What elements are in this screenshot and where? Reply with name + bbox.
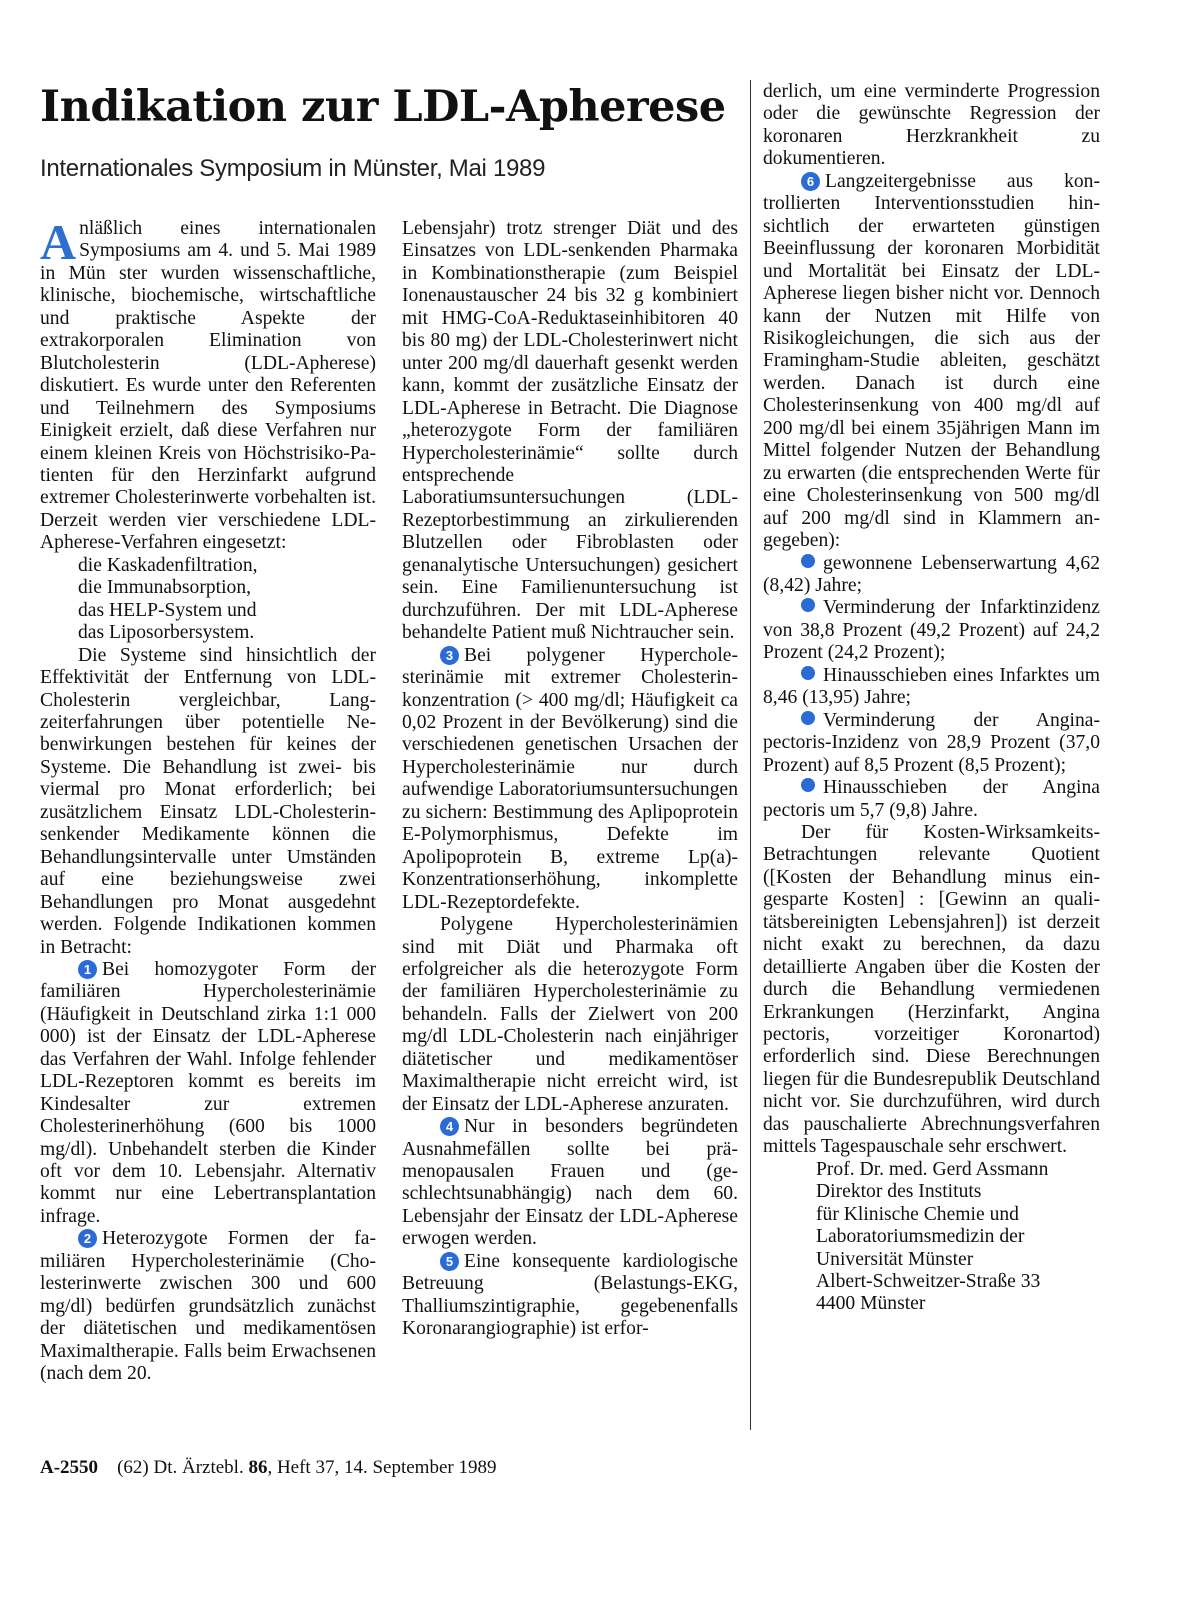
procedure-list xyxy=(40,555,376,645)
signature-line: Universität Münster xyxy=(816,1248,974,1270)
bullet-text: gewonnene Lebenserwartung 4,62 (8,42) Jahre; xyxy=(763,552,1100,596)
intro-text: nläßlich eines internationalen Symposiums am 4. und 5. Mai 1989 in Mün ster wurden wissenschaftliche, klinische, biochemische, wirtschaftliche und praktische Aspekte der extrakorporalen Elimination von Blutcholesterin (LDL-Apherese) diskutiert. Es wurde unter den Referenten und Teilnehmern des Symposiums Einigkeit erzielt, daß diese Verfahren nur einem kleinen Kreis von Höchstrisiko-Patienten für den Herzinfarkt aufgrund extremer Cholesterinwerte vorbehalten ist. Derzeit werden vier verschiedene LDL-Apherese-Verfahren eingesetzt: xyxy=(40,218,376,554)
indication-5-text: Eine konsequente kardiologische Betreuung (Belastungs-EKG, Thalliumszintigraphie, gegebenenfalls Koronarangiographie) ist erfor- xyxy=(402,1250,738,1340)
bullet-item xyxy=(763,665,1100,710)
indication-1 xyxy=(40,959,376,1228)
signature-line: Albert-Schweitzer-Straße 33 xyxy=(816,1271,1041,1293)
body-paragraph: Polygene Hypercholesterinämien sind mit Diät und Pharmaka oft erfolgreicher als die heterozygote Form der familiären Hypercholesterinämie zu behandeln. Falls der Zielwert von 200 mg/dl LDL-Cholesterin nach einjähriger diätetischer und medikamentöser Maximaltherapie nicht erreicht wird, ist der Einsatz der LDL-Apherese anzuraten. xyxy=(402,914,738,1115)
page-number: A-2550 xyxy=(40,1457,99,1478)
bullet-text: Hinausschieben eines Infarktes um 8,46 (13,95) Jahre; xyxy=(763,664,1100,709)
signature-line: Laboratoriumsmedizin der xyxy=(816,1226,1025,1248)
number-badge-4: 4 xyxy=(440,1117,459,1136)
number-badge-6: 6 xyxy=(801,172,820,191)
bullet-item xyxy=(763,710,1100,777)
page-footer xyxy=(40,1456,740,1480)
bullet-item xyxy=(763,777,1100,822)
number-badge-5: 5 xyxy=(440,1252,459,1271)
bullet-text: Verminderung der Angina-pectoris-Inzidenz von 28,9 Prozent (37,0 Prozent) auf 8,5 Prozent (8,5 Prozent); xyxy=(763,709,1100,776)
column-3 xyxy=(763,81,1100,1316)
journal-ref: (62) Dt. Ärztebl. xyxy=(117,1457,244,1478)
signature-line: für Klinische Chemie und xyxy=(816,1203,1019,1225)
column-2 xyxy=(402,218,738,1341)
bullet-dot-icon xyxy=(801,554,815,568)
bullet-item xyxy=(763,597,1100,664)
list-item: das Liposorbersystem. xyxy=(78,622,255,644)
bullet-text: Hinausschieben der Angina pectoris um 5,7 (9,8) Jahre. xyxy=(763,777,1100,821)
number-badge-3: 3 xyxy=(440,646,459,665)
signature-line: 4400 Münster xyxy=(816,1293,926,1315)
body-paragraph: Die Systeme sind hinsichtlich der Effektivität der Entfernung von LDL-Cholesterin vergleichbar, Langzeiterfahrungen über potentielle Nebenwirkungen bestehen für keines der Systeme. Die Behandlung ist zwei- bis viermal pro Monat erforderlich; bei zusätzlichem Einsatz LDL-Cholesterin-senkender Medikamente können die Behandlungsintervalle unter Umständen auf eine beziehungsweise zwei Behandlungen pro Monat ausgedehnt werden. Folgende Indikationen kommen in Betracht: xyxy=(40,644,376,958)
indication-3 xyxy=(402,645,738,914)
signature-line: Direktor des Instituts xyxy=(816,1181,982,1203)
bullet-dot-icon xyxy=(801,666,815,680)
number-badge-1: 1 xyxy=(78,960,97,979)
indication-4 xyxy=(402,1116,738,1251)
indication-6 xyxy=(763,171,1100,553)
issue-date: , Heft 37, 14. September 1989 xyxy=(267,1457,497,1478)
body-paragraph: Lebensjahr) trotz strenger Diät und des Einsatzes von LDL-senkenden Pharmaka in Kombinationstherapie (zum Beispiel Ionenaustauscher 24 bis 32 g kombiniert mit HMG-CoA-Reduktaseinhibitoren 40 bis 80 mg) der LDL-Cholesterinwert nicht unter 200 mg/dl dauerhaft gesenkt werden kann, kommt der zusätzliche Einsatz der LDL-Apherese in Betracht. Die Diagnose „heterozygote Form der familiären Hypercholesterinämie“ sollte durch entsprechende Laboratiumsuntersuchungen (LDL-Rezeptorbestimmung an zirkulierenden Blutzellen oder Fibroblasten oder genanalytische Untersuchungen) gesichert sein. Eine Familienuntersuchung ist durchzuführen. Der mit LDL-Apherese behandelte Patient muß Nichtraucher sein. xyxy=(402,218,738,644)
list-item: die Immunabsorption, xyxy=(78,577,252,599)
list-item: die Kaskadenfiltration, xyxy=(78,554,258,576)
article-subtitle: Internationales Symposium in Münster, Mai 1989 xyxy=(40,155,546,182)
indication-1-text: Bei homozygoter Form der familiären Hypercholesterinämie (Häufigkeit in Deutschland zirka 1:1 000 000) ist der Einsatz der LDL-Apherese das Verfahren der Wahl. Infolge fehlender LDL-Rezeptoren kommt es bereits im Kindesalter zur extremen Cholesterinerhöhung (600 bis 1000 mg/dl). Unbehandelt sterben die Kinder oft vor dem 10. Lebensjahr. Alternativ kommt nur eine Lebertransplantation infrage. xyxy=(40,958,376,1227)
list-item: das HELP-System und xyxy=(78,599,257,621)
article-title: Indikation zur LDL-Apherese xyxy=(40,82,726,132)
body-paragraph: Der für Kosten-Wirksamkeits-Betrachtungen relevante Quotient ([Kosten der Behandlung minus eingesparte Kosten] : [Gewinn an qualitätsbereinigten Lebensjahren]) ist derzeit nicht exakt zu berechnen, da dazu detaillierte Angaben über die Kosten der durch die Behandlung vermiedenen Erkrankungen (Herzinfarkt, Angina pectoris, vorzeitiger Koronartod) erforderlich sind. Diese Berechnungen liegen für die Bundesrepublik Deutschland nicht vor. Sie durchzuführen, wird durch das pauschalierte Abrechnungsverfahren mittels Tagespauschale sehr erschwert. xyxy=(763,821,1100,1158)
indication-4-text: Nur in besonders begründeten Ausnahmefällen sollte bei prämenopausalen Frauen und (geschlechtsunabhängig) nach dem 60. Lebensjahr der Einsatz der LDL-Apherese erwogen werden. xyxy=(402,1116,738,1250)
indication-3-text: Bei polygener Hypercholesterinämie mit extremer Cholesterinkonzentration (> 400 mg/dl; Häufigkeit ca 0,02 Prozent in der Bevölkerung) sind die verschiedenen genetischen Ursachen der Hypercholesterinämie nur durch aufwendige Laboratoriumsuntersuchungen zu sichern: Bestimmung des Aplipoprotein E-Polymorphismus, Defekte im Apolipoprotein B, extreme Lp(a)-Konzentrationserhöhung, inkomplette LDL-Rezeptordefekte. xyxy=(402,644,738,913)
body-paragraph: derlich, um eine verminderte Progression oder die gewünschte Regression der koronaren Herzkrankheit zu dokumentieren. xyxy=(763,81,1100,170)
bullet-item xyxy=(763,553,1100,598)
indication-2-text: Heterozygote Formen der familiären Hypercholesterinämie (Cholesterinwerte zwischen 300 und 600 mg/dl) bedürfen grundsätzlich zunächst der diätetischen und medikamentösen Maximaltherapie. Falls beim Erwachsenen (nach dem 20. xyxy=(40,1228,376,1385)
column-1 xyxy=(40,214,376,1386)
column-divider xyxy=(750,80,751,1430)
bullet-text: Verminderung der Infarktinzidenz von 38,8 Prozent (49,2 Prozent) auf 24,2 Prozent (24,2 Prozent); xyxy=(763,597,1100,664)
bullet-dot-icon xyxy=(801,711,815,725)
number-badge-2: 2 xyxy=(78,1229,97,1248)
indication-5 xyxy=(402,1251,738,1341)
drop-cap: A xyxy=(40,214,77,270)
bullet-dot-icon xyxy=(801,778,815,792)
indication-6-text: Langzeitergebnisse aus kontrollierten Interventionsstudien hinsichtlich der erwarteten günstigen Beeinflussung der koronaren Morbidität und Mortalität bei Einsatz der LDL-Apherese liegen bisher nicht vor. Dennoch kann der Nutzen mit Hilfe von Risikogleichungen, die sich aus der Framingham-Studie ableiten, geschätzt werden. Danach ist durch eine Cholesterinsenkung von 400 mg/dl auf 200 mg/dl bei einem 35jährigen Mann im Mittel folgender Nutzen der Behandlung zu erwarten (die entsprechenden Werte für eine Cholesterinsenkung von 500 mg/dl auf 200 mg/dl sind in Klammern angegeben): xyxy=(763,170,1100,552)
author-signature xyxy=(763,1159,1100,1316)
journal-volume: 86 xyxy=(248,1457,268,1478)
intro-paragraph xyxy=(40,214,376,555)
indication-2 xyxy=(40,1228,376,1385)
signature-line: Prof. Dr. med. Gerd Assmann xyxy=(816,1158,1049,1180)
bullet-dot-icon xyxy=(801,598,815,612)
